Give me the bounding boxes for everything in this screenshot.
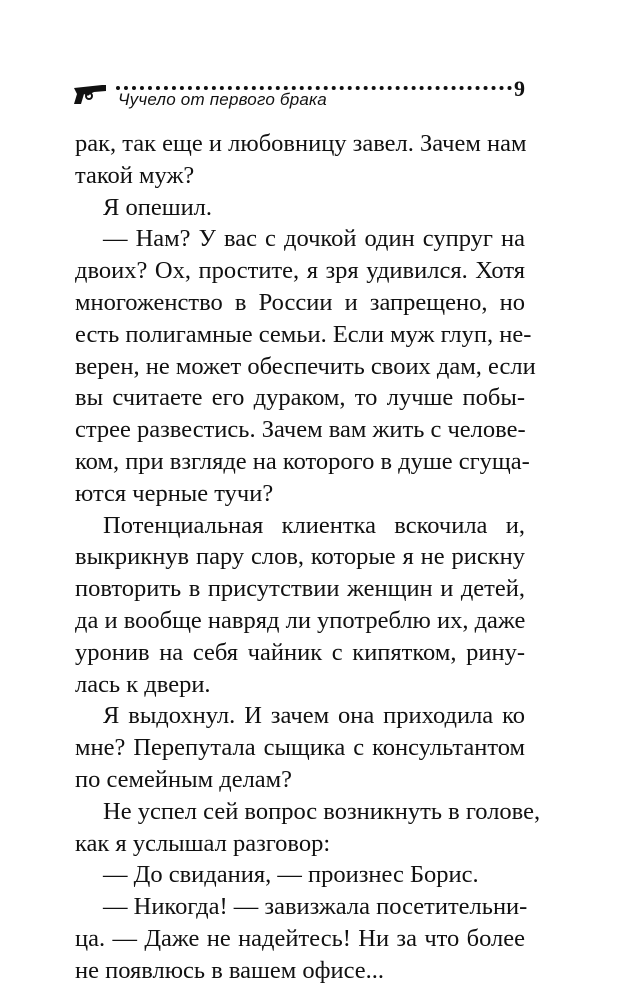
text-line: такой муж? — [75, 161, 195, 189]
text-line: выкрикнув пару слов, которые я не рискну — [75, 543, 525, 571]
text-line: верен, не может обеспечить своих дам, если — [75, 352, 536, 380]
text-line: как я услышал разговор: — [75, 829, 331, 857]
page-number: 9 — [514, 76, 525, 101]
text-line: есть полигамные семьи. Если муж глуп, не- — [75, 320, 532, 348]
text-line: — Никогда! — завизжала посетительни- — [103, 893, 528, 921]
text-line: ются черные тучи? — [75, 479, 274, 507]
text-line: повторить в присутствии женщин и детей, — [75, 575, 525, 603]
text-line: двоих? Ох, простите, я зря удивился. Хотя — [75, 257, 525, 285]
text-line: — Нам? У вас с дочкой один супруг на — [103, 225, 525, 253]
text-line: стрее развестись. Зачем вам жить с челове- — [75, 416, 526, 444]
text-line: Я выдохнул. И зачем она приходила ко — [103, 702, 525, 730]
running-title: Чучело от первого брака — [118, 90, 327, 109]
text-line: ца. — Даже не надейтесь! Ни за что более — [75, 924, 525, 952]
revolver-icon — [72, 82, 112, 106]
text-line: — До свидания, — произнес Борис. — [103, 861, 479, 889]
body-text — [75, 128, 541, 987]
text-line: Я опешил. — [103, 193, 213, 221]
text-line: ком, при взгляде на которого в душе сгуща- — [75, 447, 530, 475]
text-line: не появлюсь в вашем офисе... — [75, 956, 385, 984]
text-line: вы считаете его дураком, то лучше побы- — [75, 384, 525, 412]
text-line: мне? Перепутала сыщика с консультантом — [75, 734, 525, 762]
running-header — [72, 76, 532, 116]
text-line: Потенциальная клиентка вскочила и, — [103, 511, 525, 539]
text-line: уронив на себя чайник с кипятком, ринy- — [75, 638, 525, 666]
text-line: лась к двери. — [75, 670, 211, 698]
text-line: многоженство в России и запрещено, но — [75, 288, 525, 316]
text-line: по семейным делам? — [75, 765, 293, 793]
text-line: Не успел сей вопрос возникнуть в голове, — [103, 797, 541, 825]
text-line: рак, так еще и любовницу завел. Зачем нам — [75, 130, 527, 157]
text-line: да и вообще навряд ли употреблю их, даже — [75, 606, 526, 634]
